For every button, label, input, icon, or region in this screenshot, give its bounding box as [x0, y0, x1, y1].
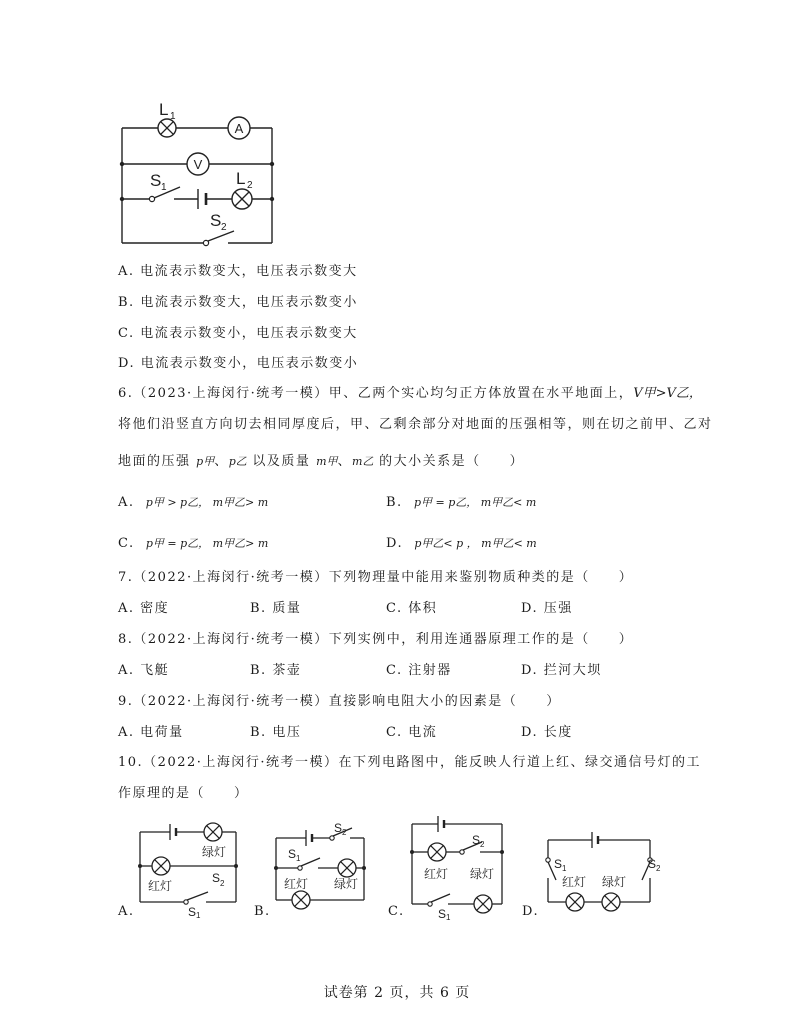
q7-option-c[interactable]: [386, 601, 437, 617]
q10-option-a-label[interactable]: A.: [118, 904, 135, 919]
q5-label-s1: S: [150, 171, 162, 190]
switch-s1-sub: 1: [562, 864, 567, 873]
q6-option-b[interactable]: [386, 495, 536, 511]
option-label: C.: [118, 536, 135, 551]
svg-text:V: V: [193, 157, 203, 172]
q5-option-a[interactable]: [118, 264, 358, 280]
q5-option-b[interactable]: [118, 295, 358, 311]
switch-s2-sub: 2: [220, 879, 225, 888]
q6-m-yi: m乙: [352, 455, 374, 468]
switch-s1-label: S: [288, 847, 297, 861]
svg-text:A: A: [234, 121, 244, 136]
option-label: B.: [118, 295, 135, 310]
green-lamp-icon: [474, 895, 492, 913]
option-label: A.: [118, 495, 135, 510]
option-label: D.: [521, 725, 539, 740]
switch-s2-label: S: [472, 833, 481, 847]
q5-label-s2-sub: 2: [221, 222, 227, 233]
q10-circuit-a[interactable]: [128, 818, 244, 918]
option-formula: p甲 = p乙， m甲乙> m: [145, 537, 269, 550]
q5-label-l1-sub: 1: [170, 111, 176, 122]
q9-option-b[interactable]: [250, 725, 301, 741]
q6-p-jia: p甲: [196, 455, 215, 468]
option-text: 密度: [140, 601, 170, 616]
option-formula: p甲 > p乙， m甲乙> m: [145, 496, 269, 509]
option-text: 注射器: [408, 663, 452, 678]
option-text: 电流表示数变小，电压表示数变大: [140, 326, 358, 341]
q5-label-l2: L: [236, 169, 246, 188]
page-footer: 试卷第 2 页，共 6 页: [323, 985, 471, 1001]
option-label: D.: [521, 601, 539, 616]
q5-s1-switch-icon: [149, 196, 154, 201]
red-lamp-label: 红灯: [562, 875, 587, 889]
option-text: 长度: [543, 725, 573, 740]
q8-option-d[interactable]: [521, 663, 602, 679]
green-lamp-label: 绿灯: [602, 875, 627, 889]
red-lamp-label: 红灯: [284, 877, 309, 891]
q9-option-a[interactable]: [118, 725, 184, 741]
option-label: C.: [118, 326, 135, 341]
switch-s2-label: S: [212, 871, 221, 885]
q5-label-l2-sub: 2: [247, 180, 253, 191]
q10-circuit-c[interactable]: [402, 810, 512, 920]
option-text: 电流表示数变大，电压表示数变大: [140, 264, 358, 279]
option-text: 压强: [543, 601, 573, 616]
option-text: 电流表示数变小，电压表示数变小: [140, 356, 359, 371]
q8-option-b[interactable]: [250, 663, 301, 679]
q10-option-b-label[interactable]: B.: [254, 904, 271, 919]
green-lamp-icon: [338, 859, 356, 877]
option-label: B.: [250, 725, 267, 740]
green-lamp-icon: [204, 823, 222, 841]
q9-option-d[interactable]: [521, 725, 573, 741]
green-lamp-icon: [602, 893, 620, 911]
q8-option-a[interactable]: [118, 663, 169, 679]
red-lamp-icon: [152, 857, 170, 875]
q7-stem: 7.（2022·上海闵行·统考一模）下列物理量中能用来鉴别物质种类的是（ ）: [118, 570, 634, 585]
switch-s1-label: S: [188, 905, 197, 918]
switch-s1-sub: 1: [296, 854, 301, 863]
q6-line1-text: 6.（2023·上海闵行·统考一模）甲、乙两个实心均匀正方体放置在水平地面上，: [118, 386, 634, 401]
q10-circuit-d[interactable]: [538, 826, 668, 918]
q5-voltmeter-icon: [187, 153, 209, 175]
option-text: 电荷量: [140, 725, 184, 740]
q10-stem-line2: 作原理的是（ ）: [118, 786, 249, 801]
option-label: D.: [521, 663, 539, 678]
q7-option-d[interactable]: [521, 601, 573, 617]
q7-option-b[interactable]: [250, 601, 301, 617]
option-label: A.: [118, 725, 135, 740]
option-label: B.: [386, 495, 403, 510]
option-label: C.: [386, 663, 403, 678]
q8-option-c[interactable]: [386, 663, 452, 679]
q6-stem-line1: [118, 386, 702, 402]
q10-option-d-label[interactable]: D.: [522, 904, 540, 919]
switch-s2-sub: 2: [342, 828, 347, 837]
q5-label-s2: S: [210, 211, 222, 230]
option-text: 电流表示数变大，电压表示数变小: [140, 295, 358, 310]
q5-s2-switch-icon: [203, 240, 208, 245]
option-label: B.: [250, 601, 267, 616]
option-text: 拦河大坝: [543, 663, 602, 678]
q6-m-jia: m甲: [316, 455, 338, 468]
switch-s2-label: S: [648, 857, 657, 871]
option-text: 飞艇: [140, 663, 170, 678]
q10-stem-line1: 10.（2022·上海闵行·统考一模）在下列电路图中，能反映人行道上红、绿交通信号灯的工: [118, 755, 702, 770]
q6-volume-relation: V甲>V乙，: [633, 386, 702, 401]
q6-p-yi: p乙: [228, 455, 247, 468]
q5-lamp-l2-icon: [232, 189, 252, 209]
switch-s1-label: S: [554, 857, 563, 871]
red-lamp-icon: [566, 893, 584, 911]
green-lamp-label: 绿灯: [470, 867, 495, 881]
q5-circuit-diagram: [110, 95, 290, 250]
q5-option-d[interactable]: [118, 356, 358, 372]
q6-stem-line3: 地面的压强 p甲、p乙 以及质量 m甲、m乙 的大小关系是（ ）: [118, 454, 525, 469]
red-lamp-label: 红灯: [148, 879, 173, 893]
q10-option-c-label[interactable]: C.: [388, 904, 405, 919]
q8-stem: 8.（2022·上海闵行·统考一模）下列实例中，利用连通器原理工作的是（ ）: [118, 632, 634, 647]
red-lamp-icon: [292, 891, 310, 909]
q5-option-c[interactable]: [118, 326, 358, 342]
option-label: C.: [386, 601, 403, 616]
q6-line3-text-a: 地面的压强: [118, 454, 191, 469]
switch-s2-sub: 2: [480, 840, 485, 849]
q6-stem-line2: 将他们沿竖直方向切去相同厚度后，甲、乙剩余部分对地面的压强相等，则在切之前甲、乙对: [118, 417, 713, 432]
switch-s1-sub: 1: [196, 911, 201, 918]
option-label: A.: [118, 264, 135, 279]
option-label: D.: [118, 356, 136, 371]
option-text: 体积: [408, 601, 438, 616]
q6-line3-text-c: 的大小关系是（ ）: [379, 454, 525, 469]
option-text: 电流: [408, 725, 438, 740]
option-formula: p甲乙< p ， m甲乙< m: [414, 537, 537, 550]
option-text: 质量: [272, 601, 302, 616]
q6-option-d[interactable]: [386, 536, 537, 552]
switch-s1-label: S: [438, 907, 447, 920]
option-formula: p甲 = p乙， m甲乙< m: [413, 496, 537, 509]
q5-label-l1: L: [159, 100, 169, 119]
green-lamp-label: 绿灯: [334, 877, 359, 891]
q10-circuit-b[interactable]: [268, 820, 372, 916]
switch-s2-sub: 2: [656, 864, 661, 873]
q6-option-c[interactable]: [118, 536, 268, 552]
q9-option-c[interactable]: [386, 725, 437, 741]
option-label: C.: [386, 725, 403, 740]
option-label: B.: [250, 663, 267, 678]
q5-ammeter-icon: [228, 117, 250, 139]
option-label: A.: [118, 663, 135, 678]
q5-label-s1-sub: 1: [161, 182, 167, 193]
option-text: 电压: [272, 725, 302, 740]
switch-s2-label: S: [334, 821, 343, 835]
q6-line3-text-b: 以及质量: [252, 454, 311, 469]
option-label: D.: [386, 536, 404, 551]
q6-option-a[interactable]: [118, 495, 268, 511]
red-lamp-icon: [428, 843, 446, 861]
red-lamp-label: 红灯: [424, 867, 449, 881]
switch-s1-sub: 1: [446, 913, 451, 920]
option-label: A.: [118, 601, 135, 616]
q7-option-a[interactable]: [118, 601, 169, 617]
option-text: 茶壶: [272, 663, 302, 678]
q9-stem: 9.（2022·上海闵行·统考一模）直接影响电阻大小的因素是（ ）: [118, 694, 561, 709]
green-lamp-label: 绿灯: [202, 845, 227, 859]
